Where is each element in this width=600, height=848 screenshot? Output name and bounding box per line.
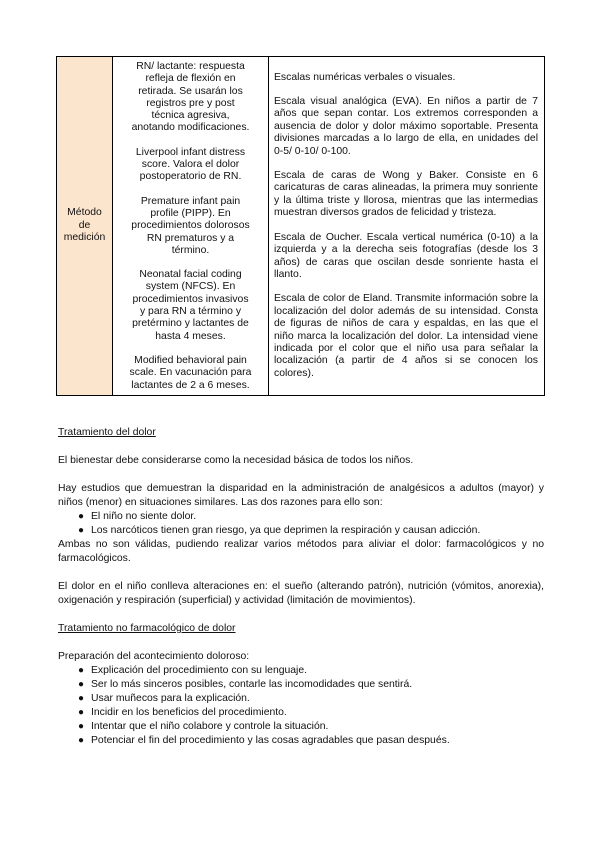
list-item xyxy=(58,692,544,706)
text-line: Premature infant pain xyxy=(140,195,241,207)
preparation-paragraph: Preparación del acontecimiento doloroso: xyxy=(58,651,250,662)
list-item xyxy=(58,678,544,692)
list-item xyxy=(58,664,544,678)
scale-eland: Escala de color de Eland. Transmite información sobre la localización del dolor además de su intensidad. Consta de figuras de niños de cara y espaldas, en las que el niño marca la localización del dolor. La intensidad viene indicada por el color que el niño usa para señalar la localización (a partir de 4 años si se conocen los colores). xyxy=(274,293,538,379)
infant-scales-cell xyxy=(113,57,269,396)
text-line: postoperatorio de RN. xyxy=(139,171,242,183)
list-item-text: El niño no siente dolor. xyxy=(91,511,197,522)
neither-valid-paragraph: Ambas no son válidas, pudiendo realizar varios métodos para aliviar el dolor: farmacológicos y no farmacológicos. xyxy=(58,539,544,564)
text-line: RN prematuros y a xyxy=(146,232,235,244)
list-item xyxy=(58,720,544,734)
text-line: refleja de flexión en xyxy=(145,73,236,85)
bullet-icon: ● xyxy=(78,735,85,746)
body-text xyxy=(58,426,544,748)
list-item-text: Los narcóticos tienen gran riesgo, ya que deprimen la respiración y causan adicción. xyxy=(91,525,481,536)
text-line: procedimientos invasivos xyxy=(132,293,249,305)
text-line: y para RN a término y xyxy=(139,306,242,318)
reasons-list xyxy=(58,510,544,538)
infant-scale-nfcs xyxy=(117,269,264,343)
wellbeing-paragraph: El bienestar debe considerarse como la necesidad básica de todos los niños. xyxy=(58,455,414,466)
text-line: procedimientos dolorosos xyxy=(131,220,250,232)
scale-wong-baker: Escala de caras de Wong y Baker. Consiste en 6 caricaturas de caras alineadas, la primera muy sonriente y la última triste y llorosa, mientras que las intermedias muestran diversos grados de felicidad y tristeza. xyxy=(274,170,538,219)
infant-scale-reflex xyxy=(117,61,264,135)
method-label-line: medición xyxy=(63,232,106,244)
measurement-method-table xyxy=(56,56,545,396)
bullet-icon: ● xyxy=(78,707,85,718)
text-line: registros pre y post xyxy=(146,97,235,109)
text-line: RN/ lactante: respuesta xyxy=(136,61,245,72)
bullet-icon: ● xyxy=(78,721,85,732)
text-line: término. xyxy=(171,244,210,256)
studies-paragraph: Hay estudios que demuestran la disparidad en la administración de analgésicos a adultos (mayor) y niños (menor) en situaciones similares. Las dos razones para ello son: xyxy=(58,483,544,508)
table-row xyxy=(57,57,545,396)
infant-scale-liverpool xyxy=(117,147,264,184)
list-item-text: Explicación del procedimiento con su lenguaje. xyxy=(91,665,308,676)
list-item-text: Ser lo más sinceros posibles, contarle las incomodidades que sentirá. xyxy=(91,679,413,690)
list-item-text: Potenciar el fin del procedimiento y las cosas agradables que pasan después. xyxy=(91,735,450,746)
alterations-paragraph: El dolor en el niño conlleva alteraciones en: el sueño (alterando patrón), nutrición (vómitos, anorexia), oxigenación y respiración (superficial) y actividad (limitación de movimientos). xyxy=(58,581,544,606)
text-line: scale. En vacunación para xyxy=(129,367,252,379)
scale-oucher: Escala de Oucher. Escala vertical numérica (0-10) a la izquierda y a la derecha seis fotografías (desde los 3 años) de caras que oscilan desde sonriente hasta el llanto. xyxy=(274,231,538,280)
text-line: Neonatal facial coding xyxy=(139,269,242,281)
list-item-text: Usar muñecos para la explicación. xyxy=(91,693,250,704)
list-item-text: Incidir en los beneficios del procedimiento. xyxy=(91,707,287,718)
list-item xyxy=(58,510,544,524)
bullet-icon: ● xyxy=(78,679,85,690)
scale-eva: Escala visual analógica (EVA). En niños a partir de 7 años que sepan contar. Los extremos corresponden a ausencia de dolor y dolor máximo soportable. Presenta divisiones marcadas a lo largo de ella, en unidades del 0-5/ 0-10/ 0-100. xyxy=(274,96,538,157)
text-line: retirada. Se usarán los xyxy=(138,85,243,97)
text-line: profile (PIPP). En xyxy=(150,207,231,219)
infant-scale-pipp xyxy=(117,196,264,257)
text-line: hasta 4 meses. xyxy=(155,330,226,342)
bullet-icon: ● xyxy=(78,665,85,676)
text-line: pretérmino y lactantes de xyxy=(132,318,249,330)
text-line: system (NFCS). En xyxy=(145,281,236,293)
text-line: Liverpool infant distress xyxy=(135,146,246,158)
method-label-line: de xyxy=(78,219,91,231)
text-line: anotando modificaciones. xyxy=(131,122,250,134)
method-label-line: Método xyxy=(67,207,102,219)
scale-numeric: Escalas numéricas verbales o visuales. xyxy=(274,71,456,83)
text-line: score. Valora el dolor xyxy=(141,159,240,171)
list-item xyxy=(58,524,544,538)
treatment-heading: Tratamiento del dolor xyxy=(58,427,156,438)
text-line: técnica agresiva, xyxy=(151,110,230,122)
text-line: Modified behavioral pain xyxy=(134,354,247,366)
preparation-list xyxy=(58,664,544,748)
bullet-icon: ● xyxy=(78,693,85,704)
list-item xyxy=(58,706,544,720)
method-label-cell xyxy=(57,57,113,396)
bullet-icon: ● xyxy=(78,525,85,536)
child-scales-cell xyxy=(269,57,545,396)
bullet-icon: ● xyxy=(78,511,85,522)
text-line: lactantes de 2 a 6 meses. xyxy=(131,379,250,391)
list-item xyxy=(58,734,544,748)
nonpharm-heading: Tratamiento no farmacológico de dolor xyxy=(58,623,236,634)
list-item-text: Intentar que el niño colabore y controle la situación. xyxy=(91,721,329,732)
infant-scale-modified-behavioral xyxy=(117,355,264,392)
